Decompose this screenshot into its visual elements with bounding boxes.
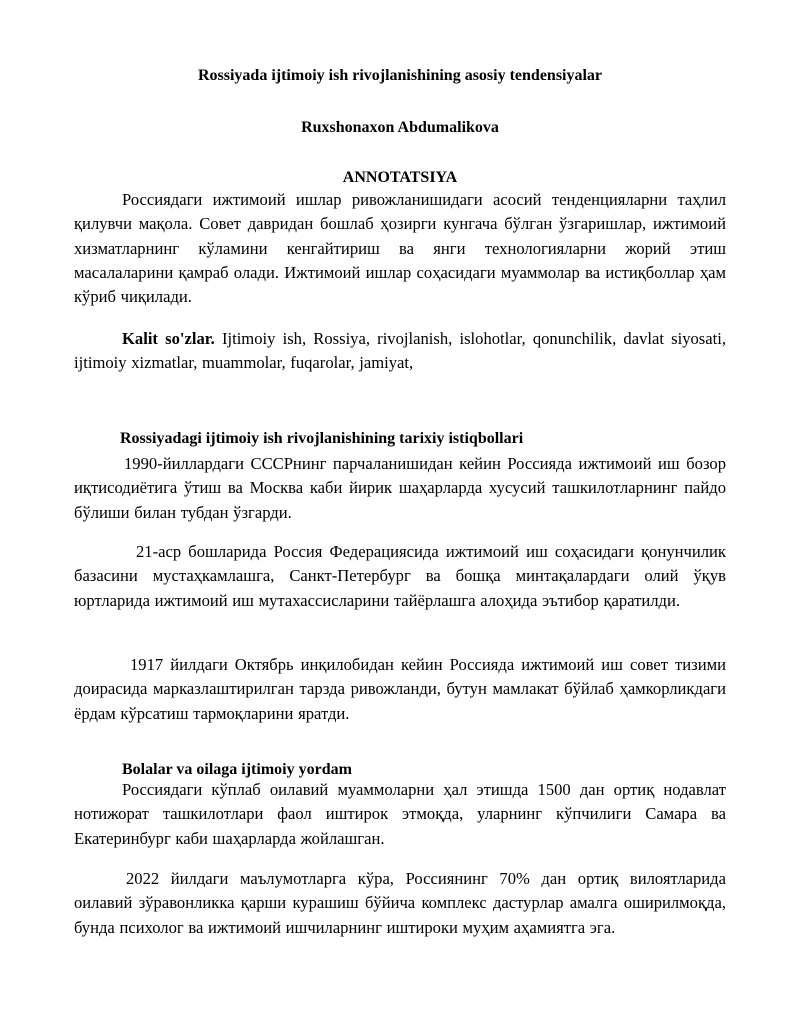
history-paragraph-3: 1917 йилдаги Октябрь инқилобидан кейин Россияда ижтимоий иш совет тизими доирасида марказлаштирилган тарзда ривожланди, бутун мамлакат бўйлаб ҳамкорликдаги ёрдам кўрсатиш тармоқларини яратди.	[74, 655, 726, 723]
history-paragraph-2: 21-аср бошларида Россия Федерациясида ижтимоий иш соҳасидаги қонунчилик базасини мустаҳкамлашга, Санкт-Петербург ва бошқа минтақалардаги олий ўқув юртларида ижтимоий иш мутахассисларини тайёрлашга алоҳида эътибор қаратилди.	[74, 542, 726, 610]
keywords-text: Ijtimoiy ish, Rossiya, rivojlanish, islohotlar, qonunchilik, davlat siyosati, ijtimoiy xizmatlar, muammolar, fuqarolar, jamiyat,	[74, 329, 726, 373]
section-heading-family-support: Bolalar va oilaga ijtimoiy yordam	[122, 761, 352, 778]
section-heading-history: Rossiyadagi ijtimoiy ish rivojlanishining tarixiy istiqbollari	[120, 430, 524, 447]
author-name: Ruxshonaxon Abdumalikova	[301, 119, 499, 136]
document-title: Rossiyada ijtimoiy ish rivojlanishining asosiy tendensiyalar	[197, 67, 603, 84]
abstract-paragraph: Россиядаги ижтимоий ишлар ривожланишидаги асосий тенденцияларни таҳлил қилувчи мақола. Совет давридан бошлаб ҳозирги кунгача бўлган ўзгаришлар, ижтимоий хизматларнинг кўламини кенгайтириш ва янги технологияларни жорий этиш масалаларини қамраб олади. Ижтимоий ишлар соҳасидаги муаммолар ва истиқболлар ҳам кўриб чиқилади.	[74, 190, 726, 307]
family-paragraph-1: Россиядаги кўплаб оилавий муаммоларни ҳал этишда 1500 дан ортиқ нодавлат нотижорат ташкилотлари фаол иштирок этмоқда, уларнинг кўпчилиги Самара ва Екатеринбург каби шаҳарларда жойлашган.	[74, 780, 726, 848]
family-paragraph-2: 2022 йилдаги маълумотларга кўра, Россиянинг 70% дан ортиқ вилоятларида оилавий зўравонликка қарши курашиш бўйича комплекс дастурлар амалга оширилмоқда, бунда психолог ва ижтимоий ишчиларнинг иштироки муҳим аҳамиятга эга.	[74, 869, 726, 937]
keywords-label: Kalit so'zlar.	[122, 329, 215, 348]
keywords-paragraph	[74, 327, 726, 376]
history-paragraph-1: 1990-йиллардаги СССРнинг парчаланишидан кейин Россияда ижтимоий иш бозор иқтисодиётига ўтиш ва Москва каби йирик шаҳарларда хусусий ташкилотларнинг пайдо бўлиши билан тубдан ўзгарди.	[74, 454, 726, 522]
abstract-heading: ANNOTATSIYA	[342, 169, 458, 186]
